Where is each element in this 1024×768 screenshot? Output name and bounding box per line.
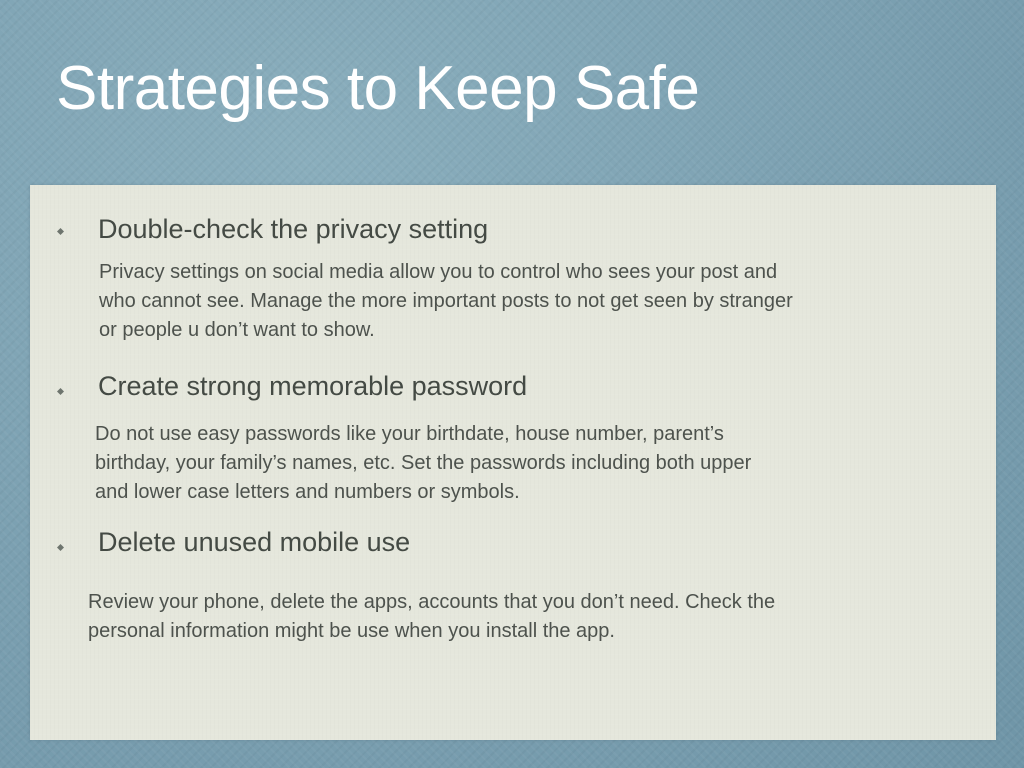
diamond-bullet-icon [57, 228, 64, 235]
diamond-bullet-icon [57, 388, 64, 395]
item-heading-mobile: Delete unused mobile use [98, 527, 411, 557]
body-line: Do not use easy passwords like your birthdate, house number, parent’s [95, 423, 724, 445]
item-body-mobile [88, 588, 775, 646]
slide-title: Strategies to Keep Safe [56, 54, 700, 123]
item-body-privacy [99, 258, 793, 345]
body-line: and lower case letters and numbers or symbols. [95, 481, 520, 503]
body-line: or people u don’t want to show. [99, 319, 375, 341]
item-heading-password: Create strong memorable password [98, 371, 528, 401]
body-line: birthday, your family’s names, etc. Set the passwords including both upper [95, 452, 752, 474]
body-line: Review your phone, delete the apps, accounts that you don’t need. Check the [88, 591, 776, 613]
diamond-bullet-icon [57, 544, 64, 551]
item-heading-privacy: Double-check the privacy setting [98, 214, 489, 244]
item-body-password [95, 420, 751, 507]
body-line: personal information might be use when you install the app. [88, 620, 615, 642]
body-line: Privacy settings on social media allow you to control who sees your post and [99, 261, 778, 283]
body-line: who cannot see. Manage the more important posts to not get seen by stranger [99, 290, 793, 312]
